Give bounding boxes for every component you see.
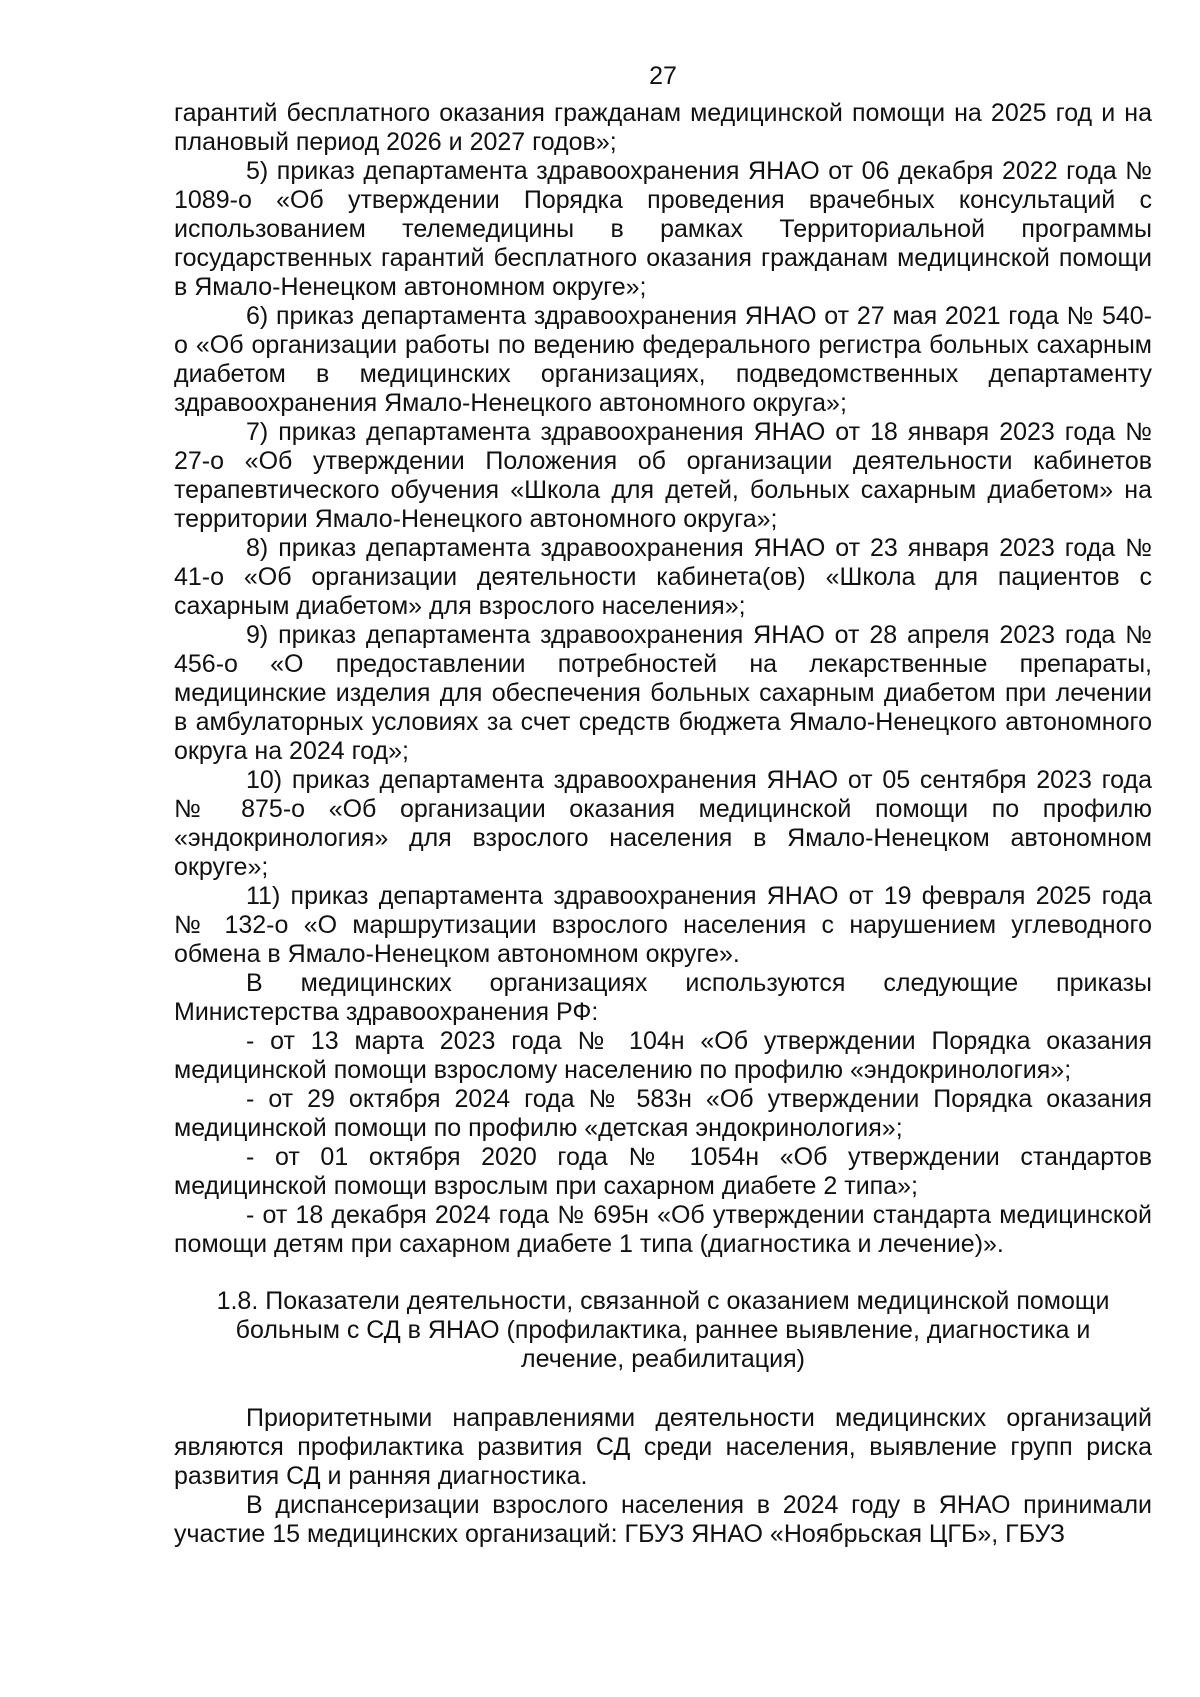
list-item-11: 11) приказ департамента здравоохранения ЯНАО от 19 февраля 2025 года № 132-о «О маршрутизации взрослого населения с нарушением углеводного обмена в Ямало-Ненецком автономном округе». bbox=[174, 882, 1152, 968]
paragraph-ministry-orders-intro: В медицинских организациях используются следующие приказы Министерства здравоохранения РФ: bbox=[174, 969, 1152, 1026]
list-item-7: 7) приказ департамента здравоохранения ЯНАО от 18 января 2023 года № 27-о «Об утверждении Положения об организации деятельности кабинетов терапевтического обучения «Школа для детей, больных сахарным диабетом» на территории Ямало-Ненецкого автономного округа»; bbox=[174, 418, 1152, 533]
ministry-order-item-1: - от 13 марта 2023 года № 104н «Об утверждении Порядка оказания медицинской помощи взрослому населению по профилю «эндокринология»; bbox=[174, 1027, 1152, 1084]
list-item-6: 6) приказ департамента здравоохранения ЯНАО от 27 мая 2021 года № 540-о «Об организации работы по ведению федерального регистра больных сахарным диабетом в медицинских организациях, подведомственных департаменту здравоохранения Ямало-Ненецкого автономного округа»; bbox=[174, 302, 1152, 417]
list-item-9: 9) приказ департамента здравоохранения ЯНАО от 28 апреля 2023 года № 456-о «О предоставлении потребностей на лекарственные препараты, медицинские изделия для обеспечения больных сахарным диабетом при лечении в амбулаторных условиях за счет средств бюджета Ямало-Ненецкого автономного округа на 2024 год»; bbox=[174, 621, 1152, 765]
page-number: 27 bbox=[649, 62, 677, 90]
section-heading: 1.8. Показатели деятельности, связанной с оказанием медицинской помощи больным с СД в ЯНАО (профилактика, раннее выявление, диагностика и лечение, реабилитация) bbox=[216, 1287, 1110, 1373]
paragraph-priorities: Приоритетными направлениями деятельности медицинских организаций являются профилактика развития СД среди населения, выявление групп риска развития СД и ранняя диагностика. bbox=[174, 1404, 1152, 1490]
list-item-8: 8) приказ департамента здравоохранения ЯНАО от 23 января 2023 года № 41-о «Об организации деятельности кабинета(ов) «Школа для пациентов с сахарным диабетом» для взрослого населения»; bbox=[174, 534, 1152, 620]
ministry-order-item-2: - от 29 октября 2024 года № 583н «Об утверждении Порядка оказания медицинской помощи по профилю «детская эндокринология»; bbox=[174, 1085, 1152, 1142]
list-item-5: 5) приказ департамента здравоохранения ЯНАО от 06 декабря 2022 года № 1089-о «Об утверждении Порядка проведения врачебных консультаций с использованием телемедицины в рамках Территориальной программы государственных гарантий бесплатного оказания гражданам медицинской помощи в Ямало-Ненецком автономном округе»; bbox=[174, 157, 1152, 301]
list-item-10: 10) приказ департамента здравоохранения ЯНАО от 05 сентября 2023 года № 875-о «Об организации оказания медицинской помощи по профилю «эндокринология» для взрослого населения в Ямало-Ненецком автономном округе»; bbox=[174, 766, 1152, 881]
ministry-order-item-3: - от 01 октября 2020 года № 1054н «Об утверждении стандартов медицинской помощи взрослым при сахарном диабете 2 типа»; bbox=[174, 1143, 1152, 1200]
document-page bbox=[174, 62, 1152, 1549]
paragraph-dispensary: В диспансеризации взрослого населения в 2024 году в ЯНАО принимали участие 15 медицинских организаций: ГБУЗ ЯНАО «Ноябрьская ЦГБ», ГБУЗ bbox=[174, 1491, 1152, 1548]
paragraph-continuation: гарантий бесплатного оказания гражданам медицинской помощи на 2025 год и на плановый период 2026 и 2027 годов»; bbox=[174, 99, 1152, 156]
ministry-order-item-4: - от 18 декабря 2024 года № 695н «Об утверждении стандарта медицинской помощи детям при сахарном диабете 1 типа (диагностика и лечение)». bbox=[174, 1201, 1152, 1258]
